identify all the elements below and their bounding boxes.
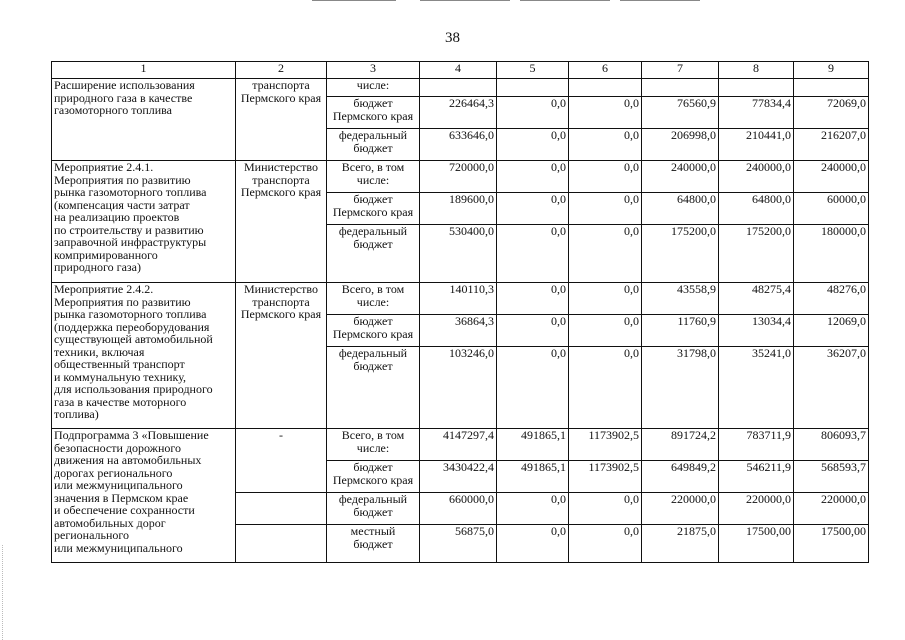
amount-cell: 189600,0 xyxy=(420,193,497,225)
column-number: 1 xyxy=(52,62,236,79)
amount-cell: 140110,3 xyxy=(420,283,497,315)
column-number: 5 xyxy=(497,62,569,79)
amount-cell: 216207,0 xyxy=(794,129,869,161)
page-number: 38 xyxy=(445,30,460,46)
top-rule-2 xyxy=(420,0,510,1)
amount-cell: 0,0 xyxy=(497,493,569,525)
responsible-executor: Министерство транспорта Пермского края xyxy=(236,161,327,283)
amount-cell: 64800,0 xyxy=(642,193,719,225)
amount-cell: 3430422,4 xyxy=(420,461,497,493)
amount-cell: 175200,0 xyxy=(719,225,794,283)
program-funding-table xyxy=(51,61,869,563)
top-rule-4 xyxy=(620,0,700,1)
amount-cell: 36864,3 xyxy=(420,315,497,347)
column-number: 2 xyxy=(236,62,327,79)
amount-cell: 491865,1 xyxy=(497,429,569,461)
column-number: 9 xyxy=(794,62,869,79)
amount-cell: 0,0 xyxy=(497,97,569,129)
amount-cell xyxy=(497,79,569,97)
funding-source: бюджет Пермского края xyxy=(327,461,420,493)
amount-cell: 649849,2 xyxy=(642,461,719,493)
funding-source: бюджет Пермского края xyxy=(327,97,420,129)
executor-blank xyxy=(236,525,327,563)
amount-cell: 720000,0 xyxy=(420,161,497,193)
table-row xyxy=(52,283,869,315)
funding-source: бюджет Пермского края xyxy=(327,193,420,225)
amount-cell: 43558,9 xyxy=(642,283,719,315)
activity-description: Расширение использования природного газа в качестве газомоторного топлива xyxy=(52,79,236,161)
amount-cell: 530400,0 xyxy=(420,225,497,283)
amount-cell: 0,0 xyxy=(569,161,642,193)
executor-blank xyxy=(236,493,327,525)
amount-cell: 31798,0 xyxy=(642,347,719,429)
funding-source: числе: xyxy=(327,79,420,97)
amount-cell: 210441,0 xyxy=(719,129,794,161)
funding-source: федеральный бюджет xyxy=(327,493,420,525)
amount-cell: 226464,3 xyxy=(420,97,497,129)
amount-cell: 0,0 xyxy=(569,193,642,225)
amount-cell: 1173902,5 xyxy=(569,461,642,493)
amount-cell: 660000,0 xyxy=(420,493,497,525)
column-number: 7 xyxy=(642,62,719,79)
amount-cell xyxy=(420,79,497,97)
responsible-executor: транспорта Пермского края xyxy=(236,79,327,161)
subprogram-description: Подпрограмма 3 «Повышение безопасности дорожного движения на автомобильных дорогах регионального или межмуниципального значения в Пермском крае и обеспечение сохранности автомобильных дорог регионального или межмуниципального xyxy=(52,429,236,563)
amount-cell: 17500,00 xyxy=(794,525,869,563)
funding-source: местный бюджет xyxy=(327,525,420,563)
amount-cell: 17500,00 xyxy=(719,525,794,563)
amount-cell: 56875,0 xyxy=(420,525,497,563)
amount-cell: 12069,0 xyxy=(794,315,869,347)
amount-cell: 0,0 xyxy=(497,283,569,315)
amount-cell: 0,0 xyxy=(497,161,569,193)
amount-cell: 35241,0 xyxy=(719,347,794,429)
table-row xyxy=(52,79,869,97)
amount-cell: 0,0 xyxy=(569,493,642,525)
activity-description: Мероприятие 2.4.2. Мероприятия по развитию рынка газомоторного топлива (поддержка переоборудования существующей автомобильной техники, включая общественный транспорт и коммунальную технику, для использования природного газа в качестве моторного топлива) xyxy=(52,283,236,429)
column-number: 4 xyxy=(420,62,497,79)
funding-source: Всего, в том числе: xyxy=(327,429,420,461)
column-number: 3 xyxy=(327,62,420,79)
amount-cell xyxy=(642,79,719,97)
table-row xyxy=(52,161,869,193)
funding-source: бюджет Пермского края xyxy=(327,315,420,347)
amount-cell: 0,0 xyxy=(497,347,569,429)
column-number-row xyxy=(52,62,869,79)
amount-cell: 240000,0 xyxy=(642,161,719,193)
column-number: 6 xyxy=(569,62,642,79)
funding-source: Всего, в том числе: xyxy=(327,283,420,315)
amount-cell: 64800,0 xyxy=(719,193,794,225)
amount-cell: 180000,0 xyxy=(794,225,869,283)
amount-cell xyxy=(794,79,869,97)
funding-source: федеральный бюджет xyxy=(327,129,420,161)
amount-cell: 0,0 xyxy=(497,129,569,161)
top-rule-3 xyxy=(520,0,610,1)
amount-cell: 240000,0 xyxy=(719,161,794,193)
funding-source: федеральный бюджет xyxy=(327,225,420,283)
amount-cell: 48275,4 xyxy=(719,283,794,315)
top-rule-1 xyxy=(312,0,396,1)
amount-cell: 0,0 xyxy=(569,129,642,161)
amount-cell: 60000,0 xyxy=(794,193,869,225)
amount-cell: 0,0 xyxy=(569,283,642,315)
amount-cell: 76560,9 xyxy=(642,97,719,129)
amount-cell: 240000,0 xyxy=(794,161,869,193)
amount-cell: 806093,7 xyxy=(794,429,869,461)
amount-cell xyxy=(569,79,642,97)
column-number: 8 xyxy=(719,62,794,79)
amount-cell: 0,0 xyxy=(569,315,642,347)
amount-cell: 633646,0 xyxy=(420,129,497,161)
amount-cell: 491865,1 xyxy=(497,461,569,493)
amount-cell: 0,0 xyxy=(497,315,569,347)
amount-cell: 21875,0 xyxy=(642,525,719,563)
amount-cell: 77834,4 xyxy=(719,97,794,129)
funding-source: Всего, в том числе: xyxy=(327,161,420,193)
amount-cell: 0,0 xyxy=(569,525,642,563)
amount-cell: 48276,0 xyxy=(794,283,869,315)
amount-cell: 891724,2 xyxy=(642,429,719,461)
funding-source: федеральный бюджет xyxy=(327,347,420,429)
amount-cell: 1173902,5 xyxy=(569,429,642,461)
amount-cell: 220000,0 xyxy=(719,493,794,525)
amount-cell: 220000,0 xyxy=(794,493,869,525)
amount-cell: 546211,9 xyxy=(719,461,794,493)
amount-cell: 175200,0 xyxy=(642,225,719,283)
amount-cell: 36207,0 xyxy=(794,347,869,429)
amount-cell: 206998,0 xyxy=(642,129,719,161)
amount-cell: 103246,0 xyxy=(420,347,497,429)
responsible-executor: Министерство транспорта Пермского края xyxy=(236,283,327,429)
amount-cell: 0,0 xyxy=(497,225,569,283)
amount-cell: 0,0 xyxy=(497,525,569,563)
amount-cell: 220000,0 xyxy=(642,493,719,525)
table-row xyxy=(52,429,869,461)
amount-cell: 4147297,4 xyxy=(420,429,497,461)
responsible-executor: - xyxy=(236,429,327,493)
amount-cell: 783711,9 xyxy=(719,429,794,461)
amount-cell: 0,0 xyxy=(497,193,569,225)
amount-cell: 0,0 xyxy=(569,347,642,429)
amount-cell: 13034,4 xyxy=(719,315,794,347)
amount-cell: 0,0 xyxy=(569,97,642,129)
amount-cell: 72069,0 xyxy=(794,97,869,129)
amount-cell: 0,0 xyxy=(569,225,642,283)
scan-edge-marks xyxy=(2,545,4,640)
amount-cell: 11760,9 xyxy=(642,315,719,347)
amount-cell: 568593,7 xyxy=(794,461,869,493)
activity-description: Мероприятие 2.4.1. Мероприятия по развитию рынка газомоторного топлива (компенсация части затрат на реализацию проектов по строительству и развитию заправочной инфраструктуры компримированного природного газа) xyxy=(52,161,236,283)
amount-cell xyxy=(719,79,794,97)
